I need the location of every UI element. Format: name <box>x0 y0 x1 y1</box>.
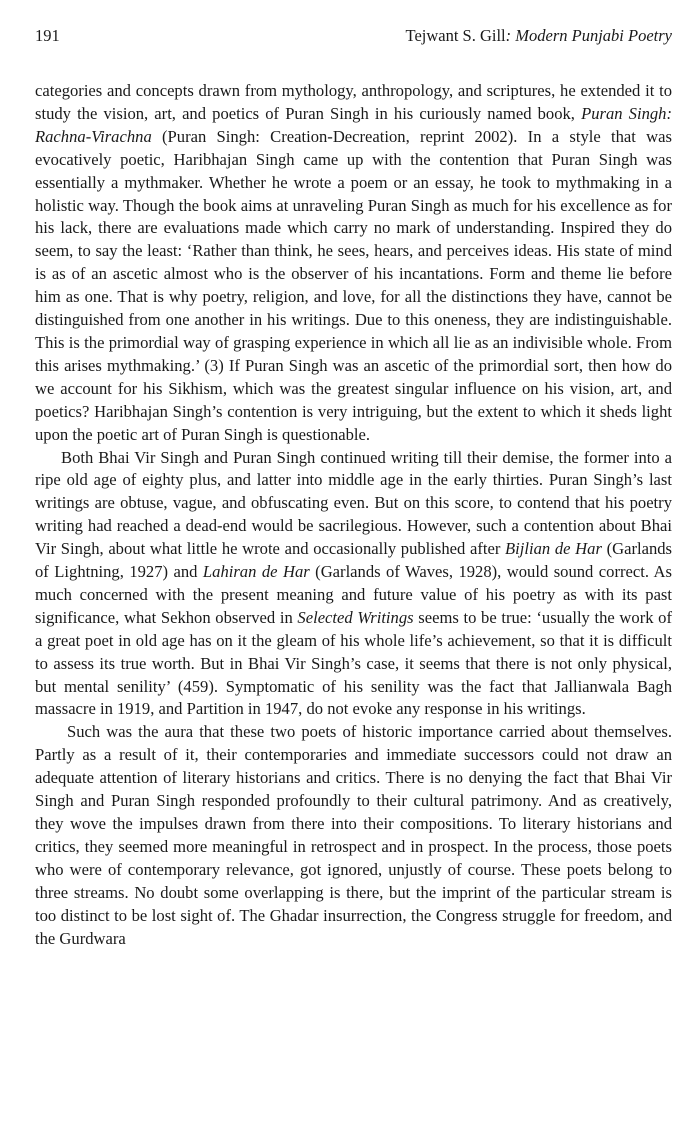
book-title-italic: Bijlian de Har <box>505 539 602 559</box>
paragraph <box>35 80 672 447</box>
paragraph <box>35 721 672 950</box>
running-head <box>406 25 672 47</box>
book-title-italic: Lahiran de Har <box>202 562 310 582</box>
page-number: 191 <box>35 26 60 45</box>
running-head-book-title: Modern Punjabi Poetry <box>511 26 672 45</box>
body-text <box>35 80 672 950</box>
text-run: (Garlands of Waves, 1928), would sound correct. As much concerned with the present meaning and future value of his poetry as with its past significance, what Sekhon observed in <box>35 562 672 627</box>
paragraph <box>35 447 672 722</box>
text-run: Both Bhai Vir Singh and Puran Singh continued writing till their demise, the former into a ripe old age of eighty plus, and latter into middle age in the early thirties. Puran Singh’s last writings are obtuse, vague, and obfuscating even. But on this score, to contend that his poetry writing had reached a dead-end would be sacrilegious. However, such a contention about Bhai Vir Singh, about what little he wrote and occasionally published after <box>35 447 672 559</box>
page-header <box>35 25 672 47</box>
running-head-author: Tejwant S. Gill <box>405 26 506 45</box>
text-run: categories and concepts drawn from mythology, anthropology, and scriptures, he extended it to study the vision, art, and poetics of Puran Singh in his curiously named book, <box>35 81 672 123</box>
running-head-separator: : <box>505 26 512 45</box>
book-title-italic: Selected Writings <box>297 607 414 627</box>
book-title-italic: Puran Singh: Rachna-Virachna <box>35 103 672 146</box>
text-run: Such was the aura that these two poets of historic importance carried about themselves. Partly as a result of it, their contemporaries and immediate successors could not draw an adequate attention of literary historians and critics. There is no denying the fact that Bhai Vir Singh and Puran Singh responded profoundly to their cultural patrimony. And as creatively, they wove the impulses drawn from there into their compositions. To literary historians and critics, they seemed more meaningful in retrospect and in prospect. In the process, those poets who were of contemporary relevance, got ignored, unjustly of course. These poets belong to three streams. No doubt some overlapping is there, but the imprint of the particular stream is too distinct to be lost sight of. The Ghadar insurrection, the Congress struggle for freedom, and the Gurdwara <box>35 722 672 948</box>
text-run: (Puran Singh: Creation-Decreation, reprint 2002). In a style that was evocatively poetic, Haribhajan Singh came up with the contention that Puran Singh was essentially a mythmaker. Whether he wrote a poem or an essay, he took to mythmaking in a holistic way. Though the book aims at unraveling Puran Singh as much for his excellence as for his lack, there are evaluations made which carry no mark of understanding. Inspired they do seem, to say the least: ‘Rather than think, he sees, hears, and perceives ideas. His state of mind is as of an ascetic almost who is the observer of his incantations. Form and theme lie before him as one. That is why poetry, religion, and love, for all the distinctions they have, cannot be distinguished from one another in his writings. Due to this oneness, they are indistinguishable. This is the primordial way of grasping experience in which all lie as an indivisible whole. From this arises mythmaking.’ (3) If Puran Singh was an ascetic of the primordial sort, then how do we account for his Sikhism, which was the greatest singular influence on his vision, art, and poetics? Haribhajan Singh’s contention is very intriguing, but the extent to which it sheds light upon the poetic art of Puran Singh is questionable. <box>35 126 672 444</box>
text-run: (Garlands of Lightning, 1927) and <box>35 539 673 582</box>
text-run: seems to be true: ‘usually the work of a great poet in old age has on it the gleam of his whole life’s achievement, so that it is difficult to assess its true worth. But in Bhai Vir Singh’s case, it seems that there is not only physical, but mental senility’ (459). Symptomatic of his senility was the fact that Jallianwala Bagh massacre in 1919, and Partition in 1947, do not evoke any response in his writings. <box>35 607 673 719</box>
